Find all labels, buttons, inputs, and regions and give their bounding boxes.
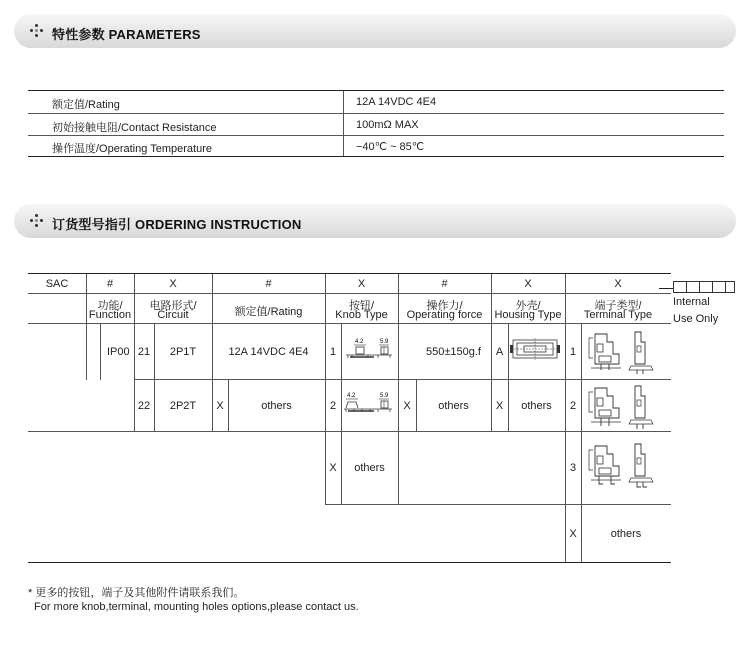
knob-others: others: [354, 462, 385, 474]
housing-header-cn: 外壳/: [515, 300, 541, 312]
force-header-en: Operating force: [406, 309, 483, 321]
knob-header-cn: 按钮/: [348, 300, 375, 312]
code-circuit: X: [169, 278, 177, 290]
function-header-cn: 功能/: [97, 300, 123, 312]
circuit-header-cn: 电路形式/: [149, 300, 197, 312]
knob2-dim-5-9: 5.9: [380, 393, 389, 399]
knob-header-en: Knob Type: [335, 309, 388, 321]
code-terminal: X: [614, 278, 622, 290]
rating-code-x: X: [216, 400, 224, 412]
terminal-header-cn: 端子类型/: [594, 300, 642, 312]
parameters-section-header: [14, 14, 736, 48]
rating-value-12a: 12A 14VDC 4E4: [228, 346, 309, 358]
knob-dim-4-2: 4.2: [355, 339, 364, 345]
knob-type-1-drawing-icon: [342, 336, 398, 362]
operating-temperature-label: 操作温度/Operating Temperature: [52, 143, 212, 155]
terminal-others: others: [610, 528, 642, 540]
dots-icon: [30, 24, 44, 38]
code-sac: SAC: [45, 278, 69, 290]
knob2-dim-4-2: 4.2: [347, 393, 356, 399]
dots-icon: [30, 214, 44, 228]
code-function: #: [106, 278, 114, 290]
force-code-x: X: [403, 400, 411, 412]
force-header-cn: 操作力/: [426, 300, 463, 312]
operating-temperature-value: −40℃ ~ 85℃: [356, 141, 425, 153]
knob-dim-5-9: 5.9: [380, 339, 389, 345]
terminal-code-3: 3: [569, 462, 577, 474]
housing-others: others: [521, 400, 552, 412]
terminal-type-1-drawing-icon: [585, 328, 665, 376]
code-knob: X: [357, 278, 366, 290]
force-550: 550±150g.f: [426, 346, 481, 358]
terminal-code-2: 2: [569, 400, 577, 412]
force-others: others: [438, 400, 469, 412]
contact-resistance-value: 100mΩ MAX: [356, 119, 419, 131]
internal-label: Internal: [673, 296, 710, 308]
parameters-title: 特性参数 PARAMETERS: [52, 27, 201, 42]
function-header-en: Function: [88, 309, 132, 321]
ordering-title: 订货型号指引 ORDERING INSTRUCTION: [52, 217, 302, 232]
circuit-2p2t: 2P2T: [169, 400, 197, 412]
contact-resistance-label: 初始接触电阻/Contact Resistance: [52, 122, 217, 134]
terminal-type-3-drawing-icon: [585, 440, 665, 490]
terminal-header-en: Terminal Type: [583, 309, 653, 321]
circuit-code-21: 21: [137, 346, 151, 358]
footnote-en: For more knob,terminal, mounting holes options,please contact us.: [34, 601, 359, 613]
housing-type-a-drawing-icon: [509, 336, 563, 362]
knob-type-2-drawing-icon: [342, 390, 398, 416]
housing-code-a: A: [495, 346, 504, 358]
terminal-type-2-drawing-icon: [585, 382, 665, 430]
rating-others: others: [261, 400, 292, 412]
code-housing: X: [524, 278, 532, 290]
use-only-label: Use Only: [673, 313, 719, 325]
footnote-cn: * 更多的按钮，端子及其他附件请联系我们。: [28, 587, 245, 599]
circuit-code-22: 22: [137, 400, 151, 412]
housing-header-en: Housing Type: [494, 309, 562, 321]
housing-code-x: X: [495, 400, 504, 412]
circuit-2p1t: 2P1T: [169, 346, 197, 358]
rating-header: 额定值/Rating: [234, 306, 303, 318]
knob-code-x: X: [329, 462, 337, 474]
terminal-code-1: 1: [569, 346, 577, 358]
ordering-section-header: [14, 204, 736, 238]
code-force: #: [441, 278, 448, 290]
terminal-code-x: X: [569, 528, 577, 540]
rating-label: 额定值/Rating: [52, 99, 120, 111]
function-ip00: IP00: [107, 346, 130, 358]
circuit-header-en: Circuit: [157, 309, 189, 321]
rating-value: 12A 14VDC 4E4: [356, 96, 437, 108]
code-rating: #: [265, 278, 272, 290]
knob-code-1: 1: [329, 346, 337, 358]
knob-code-2: 2: [329, 400, 337, 412]
